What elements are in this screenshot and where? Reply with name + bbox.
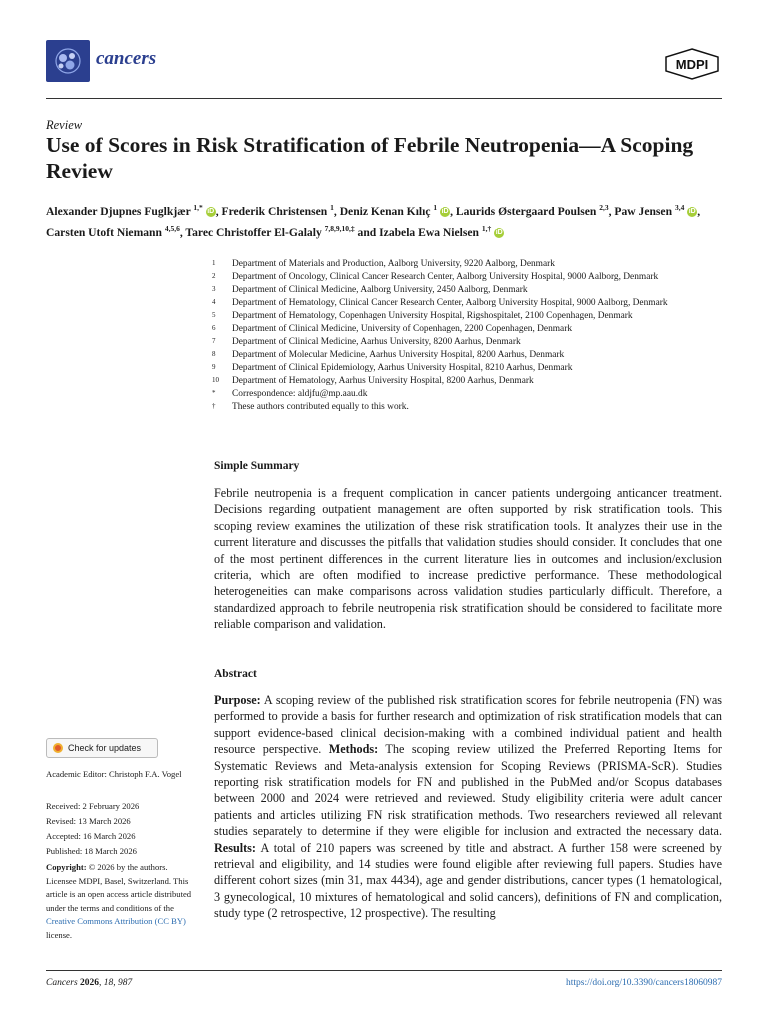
affiliation-number: 9 bbox=[212, 363, 216, 371]
publisher-logo bbox=[664, 48, 720, 80]
academic-editor: Academic Editor: Christoph F.A. Vogel bbox=[46, 769, 182, 779]
affiliation-list bbox=[212, 258, 722, 414]
journal-name: cancers bbox=[96, 48, 157, 69]
author-name: Frederik Christensen bbox=[221, 204, 328, 218]
author-list: Alexander Djupnes Fuglkjær $^{1,*}$ iD , Frederik Christensen $^1$, Deniz Kenan Kılıç $^1$ iD , Laurids Østergaard Poulsen $^{2,3}$, Paw Jensen $^{3,4}$ iD , Carsten Utoft Niemann $^{4,5,6}$, Tarec Christoffer El-Galaly $^{7,8,9,10,\ddagger}$ and Izabela Ewa Nielsen $^{1,\dagger}$ iD bbox=[46, 203, 701, 239]
affiliation-item bbox=[212, 297, 722, 310]
affiliation-item bbox=[212, 388, 722, 401]
author-name: Carsten Utoft Niemann bbox=[46, 225, 162, 239]
affiliation-item bbox=[212, 271, 722, 284]
abstract-heading: Abstract bbox=[214, 668, 257, 680]
citation-year: 2026 bbox=[80, 978, 100, 988]
header-rule bbox=[46, 98, 722, 99]
check-for-updates-button[interactable] bbox=[46, 738, 158, 758]
citation-journal: Cancers bbox=[46, 978, 78, 988]
results-text: A total of 210 papers was screened by title and abstract. A further 158 were screened by retrieval and eligibility, and 14 studies were found eligible after reviewing full papers. Studies have different cohort sizes (min 31, max 4434), age and gender distributions, cancer types (1 hematological, 3 gynecological, 10 mixtures of hematological and solid cancers), definitions of FN and complication, study type (2 retrospective, 12 prospective). The resulting bbox=[214, 840, 722, 921]
received-date: Received: 2 February 2026 bbox=[46, 801, 140, 811]
affiliation-number: * bbox=[212, 389, 216, 397]
orcid-icon[interactable]: iD bbox=[207, 208, 215, 216]
affiliation-text: Department of Hematology, Copenhagen University Hospital, Rigshospitalet, 2100 Copenhagen, Denmark bbox=[232, 311, 633, 321]
affiliation-item bbox=[212, 310, 722, 323]
license-suffix: license. bbox=[46, 929, 73, 940]
affiliation-text: Department of Hematology, Aarhus University Hospital, 8200 Aarhus, Denmark bbox=[232, 376, 534, 386]
journal-logo bbox=[46, 40, 90, 82]
simple-summary-text: Febrile neutropenia is a frequent complication in cancer patients undergoing anticancer treatment. Decisions regarding outpatient management are often supported by risk stratification tools. This scoping review examines the utilization of these risk stratification tools. It analyzes their use in the current literature and discusses the pitfalls that validation studies should consider. It concludes that one of the most pertinent differences in the current literature lies in outcomes and inclusion/exclusion criteria, which are often modified to increase predictive performance. These methodological heterogeneities can make comparisons across validation studies particularly difficult. Therefore, a standardized approach to febrile neutropenia risk stratification should be considered to facilitate more reliable comparison and validation. bbox=[214, 486, 722, 632]
affiliation-number: 8 bbox=[212, 350, 216, 358]
affiliation-text: Department of Oncology, Clinical Cancer Research Center, Aalborg University Hospital, 9000 Aalborg, Denmark bbox=[232, 272, 659, 282]
orcid-icon[interactable]: iD bbox=[495, 229, 503, 237]
results-label: Results: bbox=[214, 840, 256, 855]
affiliation-text: Department of Materials and Production, Aalborg University, 9220 Aalborg, Denmark bbox=[232, 259, 555, 269]
affiliation-number: 5 bbox=[212, 311, 216, 319]
affiliation-item bbox=[212, 336, 722, 349]
purpose-text: A scoping review of the published risk stratification scores for febrile neutropenia (FN) was performed to provide a basis for further research and optimization of risk stratification models that can support evidence-based clinical decision-making with a combined individual patient and health resource perspective. bbox=[214, 693, 722, 757]
svg-text:MDPI: MDPI bbox=[675, 57, 709, 72]
author-affiliation-sup: 1,* bbox=[193, 203, 203, 212]
article-title: Use of Scores in Risk Stratification of Febrile Neutropenia—A Scoping Review bbox=[46, 133, 694, 183]
author-name: Alexander Djupnes Fuglkjær bbox=[46, 204, 191, 218]
author-name: Deniz Kenan Kılıç bbox=[339, 204, 431, 218]
citation-rest: , 18, 987 bbox=[99, 978, 133, 988]
author-affiliation-sup: 1 bbox=[330, 203, 334, 212]
affiliation-number: 3 bbox=[212, 285, 216, 293]
orcid-icon[interactable]: iD bbox=[688, 208, 696, 216]
author-affiliation-sup: 3,4 bbox=[674, 203, 685, 212]
simple-summary-heading: Simple Summary bbox=[214, 460, 300, 472]
author-affiliation-sup: 2,3 bbox=[599, 203, 609, 212]
author-affiliation-sup: 7,8,9,10,‡ bbox=[324, 223, 355, 233]
published-date: Published: 18 March 2026 bbox=[46, 846, 137, 856]
license-link[interactable]: Creative Commons Attribution (CC BY) bbox=[46, 916, 186, 926]
footer-rule bbox=[46, 970, 722, 971]
author-name: Tarec Christoffer El-Galaly bbox=[185, 225, 322, 239]
methods-text: The scoping review utilized the Preferred Reporting Items for Systematic Reviews and Meta-analysis extension for Scoping Reviews (PRISMA-ScR). Studies reporting risk stratification models for FN and published in the PubMed and/or Scopus databases between 2000 and 2024 were retrieved and reviewed. Study eligibility criteria were adult cancer patients and articles utilizing FN risk stratification methods. Two researchers reviewed all relevant studies separately to determine if they were eligible for inclusion and extracted the necessary data. bbox=[214, 742, 722, 839]
author-name: Laurids Østergaard Poulsen bbox=[455, 204, 597, 218]
affiliation-number: 10 bbox=[212, 376, 219, 384]
affiliation-item bbox=[212, 258, 722, 271]
affiliation-item bbox=[212, 349, 722, 362]
abstract-text bbox=[214, 692, 722, 922]
affiliation-item bbox=[212, 375, 722, 388]
copyright-notice bbox=[46, 861, 196, 942]
affiliation-text: Department of Molecular Medicine, Aarhus University Hospital, 8200 Aarhus, Denmark bbox=[232, 350, 565, 360]
author-affiliation-sup: 1,† bbox=[481, 223, 492, 233]
author-affiliation-sup: 4,5,6 bbox=[164, 223, 180, 233]
affiliation-number: 4 bbox=[212, 298, 216, 306]
copyright-text: © 2026 by the authors. Licensee MDPI, Basel, Switzerland. This article is an open access article distributed under the terms and conditions of the bbox=[46, 862, 192, 913]
affiliation-text: Correspondence: aldjfu@mp.aau.dk bbox=[232, 389, 368, 399]
revised-date: Revised: 13 March 2026 bbox=[46, 816, 131, 826]
affiliation-text: Department of Clinical Medicine, Aalborg University, 2450 Aalborg, Denmark bbox=[232, 285, 528, 295]
affiliation-item bbox=[212, 362, 722, 375]
doi-link[interactable]: https://doi.org/10.3390/cancers18060987 bbox=[565, 978, 722, 988]
check-updates-label: Check for updates bbox=[68, 743, 142, 753]
affiliation-text: Department of Clinical Medicine, Aarhus University, 8200 Aarhus, Denmark bbox=[232, 337, 521, 347]
affiliation-number: 7 bbox=[212, 337, 216, 345]
purpose-label: Purpose: bbox=[214, 693, 261, 707]
copyright-label: Copyright: bbox=[46, 862, 87, 872]
citation bbox=[46, 978, 132, 988]
affiliation-item bbox=[212, 401, 722, 414]
affiliation-text: Department of Clinical Medicine, University of Copenhagen, 2200 Copenhagen, Denmark bbox=[232, 324, 573, 334]
orcid-icon[interactable]: iD bbox=[441, 208, 449, 216]
article-type: Review bbox=[46, 118, 83, 132]
author-name: Izabela Ewa Nielsen bbox=[379, 225, 479, 239]
update-icon bbox=[53, 743, 63, 753]
author-name: Paw Jensen bbox=[614, 204, 673, 218]
accepted-date: Accepted: 16 March 2026 bbox=[46, 831, 136, 841]
affiliation-text: These authors contributed equally to this work. bbox=[232, 402, 409, 412]
affiliation-number: 1 bbox=[212, 259, 216, 267]
affiliation-number: 6 bbox=[212, 324, 216, 332]
affiliation-number: 2 bbox=[212, 272, 216, 280]
affiliation-item bbox=[212, 284, 722, 297]
affiliation-item bbox=[212, 323, 722, 336]
author-affiliation-sup: 1 bbox=[433, 203, 438, 212]
affiliation-text: Department of Clinical Epidemiology, Aarhus University Hospital, 8210 Aarhus, Denmark bbox=[232, 363, 573, 373]
affiliation-text: Department of Hematology, Clinical Cancer Research Center, Aalborg University Hospital, 9000 Aalborg, Denmark bbox=[232, 298, 668, 308]
affiliation-number: † bbox=[212, 402, 216, 410]
methods-label: Methods: bbox=[328, 742, 379, 757]
